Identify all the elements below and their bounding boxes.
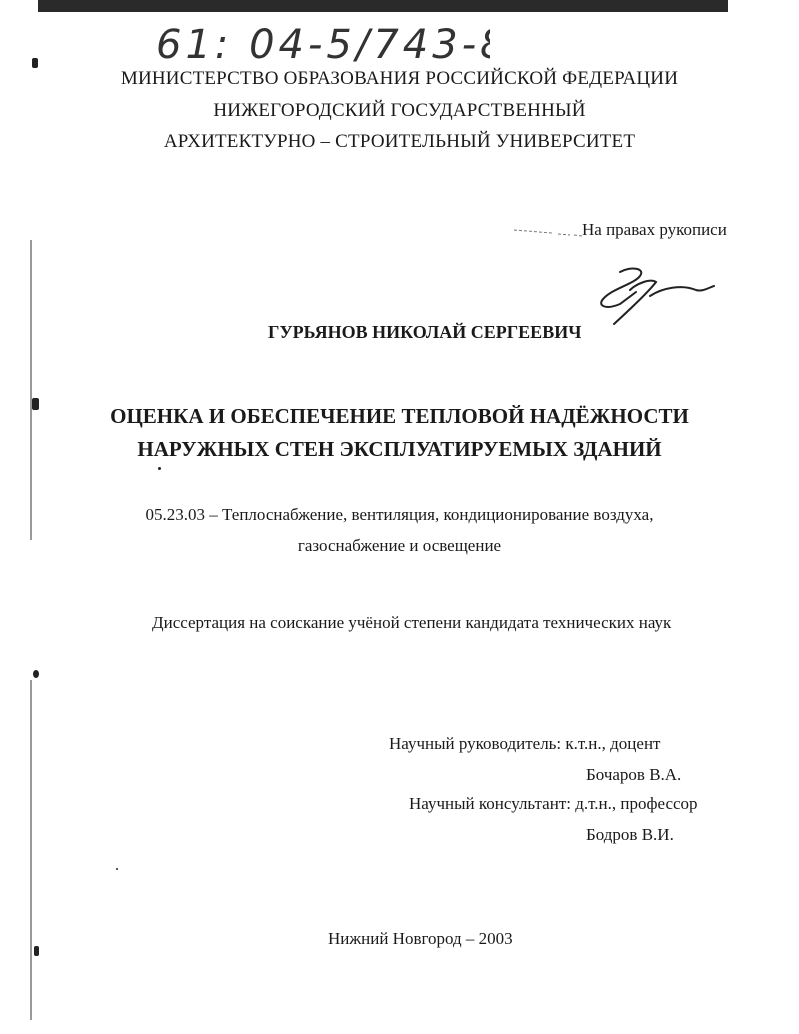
pencil-dash — [512, 224, 584, 238]
ministry-line-1: МИНИСТЕРСТВО ОБРАЗОВАНИЯ РОССИЙСКОЙ ФЕДЕРАЦИИ — [120, 68, 679, 89]
author-name: ГУРЬЯНОВ НИКОЛАЙ СЕРГЕЕВИЧ — [268, 322, 582, 342]
ministry-line-2: НИЖЕГОРОДСКИЙ ГОСУДАРСТВЕННЫЙ — [213, 100, 586, 121]
scan-left-edge-lower — [30, 680, 32, 1020]
hole-punch-mark — [32, 58, 38, 68]
archive-code-drawing — [150, 10, 490, 70]
supervisor-label: Научный руководитель: к.т.н., доцент — [389, 734, 661, 753]
archive-code-handwritten — [150, 10, 490, 70]
specialty-line-1: 05.23.03 – Теплоснабжение, вентиляция, кондиционирование воздуха, — [145, 505, 654, 524]
archive-code-text: 61: 04-5/743-8 — [156, 22, 490, 68]
dissertation-degree: Диссертация на соискание учёной степени кандидата технических наук — [152, 613, 672, 632]
ministry-line-3: АРХИТЕКТУРНО – СТРОИТЕЛЬНЫЙ УНИВЕРСИТЕТ — [163, 131, 636, 152]
speck — [116, 868, 118, 870]
consultant-label: Научный консультант: д.т.н., профессор — [409, 794, 698, 813]
signature-drawing — [590, 262, 720, 332]
speck — [158, 467, 161, 470]
thesis-title-line-2: НАРУЖНЫХ СТЕН ЭКСПЛУАТИРУЕМЫХ ЗДАНИЙ — [137, 437, 662, 461]
city-year: Нижний Новгород – 2003 — [328, 929, 513, 948]
rights-note: На правах рукописи — [582, 220, 727, 239]
consultant-name: Бодров В.И. — [586, 825, 674, 844]
thesis-title-line-1: ОЦЕНКА И ОБЕСПЕЧЕНИЕ ТЕПЛОВОЙ НАДЁЖНОСТИ — [110, 404, 689, 428]
scan-left-edge — [30, 240, 32, 540]
specialty-line-2: газоснабжение и освещение — [297, 536, 502, 555]
author-signature — [590, 262, 720, 332]
hole-punch-mark — [33, 670, 39, 678]
supervisor-name: Бочаров В.А. — [586, 765, 682, 784]
hole-punch-mark — [34, 946, 39, 956]
